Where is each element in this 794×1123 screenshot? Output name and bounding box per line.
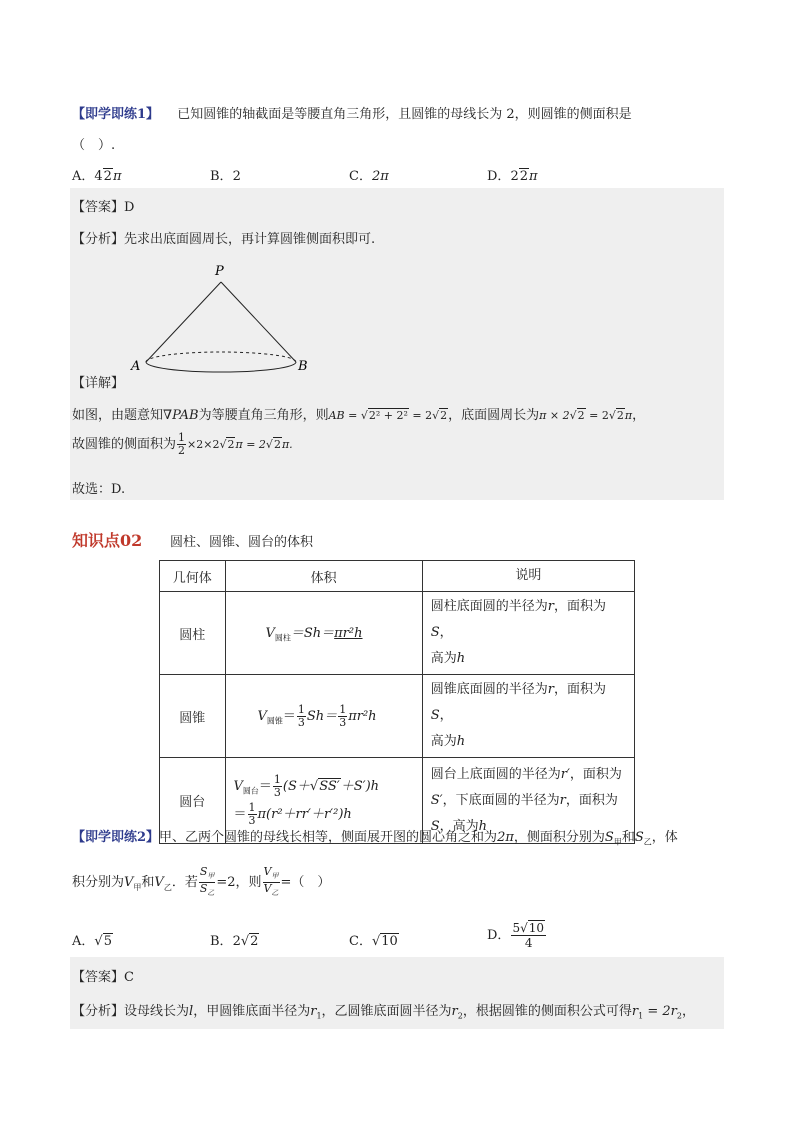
text: ，: [439, 625, 453, 640]
option-value: 2π: [371, 169, 389, 184]
knowledge-title: 知识点02: [72, 531, 143, 550]
numerator: 5√10: [512, 921, 545, 935]
answer-value: C: [124, 970, 134, 985]
cone-base-front: [146, 362, 296, 372]
radical: 2: [577, 409, 585, 422]
text: ，面积为: [569, 766, 622, 782]
math: ＝: [282, 708, 296, 724]
q1-paren: （ ）.: [72, 138, 116, 153]
subscript: 乙: [643, 837, 652, 847]
radical: SS′: [319, 778, 340, 794]
point-b-label: B: [298, 359, 308, 374]
text: 为等腰直角三角形，则: [198, 408, 329, 423]
text: =2，则: [216, 875, 262, 891]
text: ，体: [651, 830, 678, 845]
option-value: 4: [94, 169, 103, 184]
option-label: B．: [210, 934, 233, 949]
option-label: A．: [72, 934, 95, 949]
numerator: 1: [297, 702, 305, 716]
table-header: 体积: [225, 561, 422, 592]
math: S: [634, 830, 644, 845]
row-desc: [422, 592, 634, 675]
option-radical: 2: [103, 169, 112, 184]
q1-stem: [72, 103, 632, 122]
text: ，: [439, 708, 453, 723]
math: V: [257, 708, 267, 724]
q1-text: 已知圆锥的轴截面是等腰直角三角形，且圆锥的母线长为: [177, 107, 503, 122]
q1-analysis: [72, 228, 375, 247]
answer-tag: 【答案】: [72, 200, 125, 215]
q2-analysis: 【分析】设母线长为l，甲圆锥底面半径为$r_1$，乙圆锥底面圆半径为$r_2$，根据圆锥的侧面积公式可得$r_1 = 2r_2$，: [72, 1004, 695, 1021]
text: 积分别为: [72, 875, 125, 891]
denominator: 3: [297, 715, 305, 729]
math: π(r²＋rr′＋r′²)h: [257, 807, 352, 823]
text: ，甲圆锥底面半径为: [193, 1004, 311, 1019]
q1-detail-tag: 【详解】: [72, 376, 125, 391]
subscript: 乙: [271, 889, 279, 898]
row-name: 圆锥: [160, 675, 226, 758]
q2-answer: [72, 966, 134, 985]
q1-option-d[interactable]: [487, 165, 538, 184]
q1-detail-line2: 故圆锥的侧面积为 $\frac{1}{2}$ ×2×2√2π = 2√2π.: [72, 431, 293, 457]
option-value-tail: π: [529, 169, 538, 184]
text: =（ ）: [280, 875, 331, 891]
option-value: 2: [232, 934, 241, 949]
math: πr²h: [348, 708, 377, 724]
math: S: [430, 708, 440, 723]
numerator: [199, 866, 216, 883]
text: 甲、乙两个圆锥的母线长相等，侧面展开图的圆心角之和为: [159, 830, 498, 845]
math: ×2×2: [187, 438, 220, 451]
table-header: 几何体: [160, 561, 226, 592]
numerator: 1: [273, 772, 281, 786]
denominator: 3: [339, 715, 347, 729]
text: 如图，由题意知: [72, 408, 164, 423]
math: π.: [281, 438, 293, 451]
text: ，根据圆锥的侧面积公式可得: [462, 1004, 632, 1019]
radical: 10: [528, 921, 545, 935]
radical: 2: [616, 409, 624, 422]
volume-table: [159, 560, 635, 844]
frustum-formula: $V_{圆台}=$ $\frac{1}{3}$ (S＋√SS′＋S′)h ＝ $\frac{1}{3}$ π(r²＋rr′＋r′²)h: [225, 758, 422, 844]
option-radical: 10: [381, 934, 398, 949]
text: 和: [621, 830, 635, 845]
subscript: 乙: [207, 889, 215, 898]
math: Sh＝: [306, 708, 338, 724]
q1-option-c[interactable]: [349, 165, 389, 184]
analysis-text: 先求出底面圆周长，再计算圆锥侧面积即可.: [124, 232, 376, 247]
cone-edge-left: [146, 282, 221, 362]
text: 设母线长为: [124, 1004, 190, 1019]
math: ＋S′)h: [340, 778, 380, 794]
table-row: [160, 592, 635, 675]
subscript: 圆柱: [274, 633, 291, 643]
option-label: D．: [487, 169, 511, 184]
math: r′: [560, 766, 570, 782]
q1-detail-line1: 如图，由题意知∇PAB为等腰直角三角形，则AB = √2² + 2² = 2√2，底面圆周长为π × 2√2 = 2√2π，: [72, 408, 646, 423]
option-value: 2: [510, 169, 519, 184]
fraction: [263, 866, 280, 899]
option-value-tail: π: [112, 169, 122, 184]
math: AB =: [328, 409, 361, 422]
denominator: [199, 883, 216, 899]
math: r: [547, 599, 554, 614]
math: 5: [512, 921, 521, 935]
q1-text-end: ，则圆锥的侧面积是: [514, 107, 632, 122]
text: 和: [141, 875, 155, 891]
radical: 2: [227, 438, 235, 451]
cone-edge-right: [221, 282, 296, 362]
row-name: 圆柱: [160, 592, 226, 675]
math: S: [430, 625, 440, 640]
numerator: 1: [178, 431, 186, 444]
math: (S＋: [282, 778, 310, 794]
cone-formula: [225, 675, 422, 758]
option-label: B．: [210, 169, 233, 184]
analysis-tag: 【分析】: [72, 232, 125, 247]
text: ，高为: [439, 818, 479, 834]
math: V: [124, 875, 134, 891]
text: ，面积为: [553, 682, 606, 697]
numerator: 1: [339, 702, 347, 716]
text: ，: [681, 1004, 695, 1019]
numerator: 1: [248, 801, 256, 815]
math: h: [456, 734, 466, 749]
math: V: [265, 626, 275, 642]
math: ＝: [258, 778, 272, 794]
q1-text-num: 2: [506, 107, 515, 122]
option-radical: 2: [250, 934, 259, 949]
math: V: [154, 875, 164, 891]
math: π: [624, 409, 633, 422]
row-name: 圆台: [160, 758, 226, 844]
math: h: [456, 651, 466, 666]
answer-value: D: [124, 200, 135, 215]
math: r: [559, 792, 566, 808]
answer-tag: 【答案】: [72, 970, 125, 985]
q2-option-c[interactable]: C．√10: [349, 934, 398, 949]
math: r: [451, 1004, 458, 1019]
fraction: [177, 432, 186, 457]
math: r: [631, 1004, 639, 1019]
math: h: [478, 818, 488, 834]
knowledge-subtitle: 圆柱、圆锥、圆台的体积: [170, 535, 314, 550]
option-radical: 2: [519, 169, 528, 184]
apex-label: P: [215, 264, 224, 279]
q2-option-d[interactable]: [487, 921, 547, 950]
option-label: C．: [349, 934, 372, 949]
text: ，侧面积分别为: [513, 830, 605, 845]
denominator: 4: [524, 936, 533, 950]
text: 故圆锥的侧面积为: [72, 437, 177, 452]
fraction: [297, 704, 306, 729]
math: = 2: [585, 409, 609, 422]
point-a-label: A: [131, 359, 141, 374]
denominator: [263, 883, 280, 899]
math: S: [604, 830, 614, 845]
table-header: 说明: [422, 561, 634, 592]
option-value: 2: [232, 169, 241, 184]
math: 2π: [497, 830, 514, 845]
math: V: [263, 882, 272, 896]
denominator: 3: [248, 814, 256, 828]
q1-conclusion: 故选：D.: [72, 482, 126, 497]
text: ．若: [171, 875, 198, 891]
math: r: [547, 682, 554, 697]
cone-figure: [126, 258, 316, 378]
math: = 2r: [643, 1004, 677, 1019]
math: ＝: [233, 807, 247, 823]
q1-option-b[interactable]: [210, 165, 241, 184]
math: = 2: [408, 409, 433, 422]
subscript: 甲: [133, 882, 142, 892]
subscript: 乙: [163, 882, 172, 892]
denominator: 2: [178, 444, 186, 457]
numerator: [263, 866, 280, 883]
text: 高为: [430, 734, 457, 749]
math: S′: [430, 792, 443, 808]
math: πr²h: [334, 626, 363, 642]
analysis-tag: 【分析】: [72, 1004, 125, 1019]
text: ，下底面圆的半径为: [442, 792, 560, 808]
fraction: [273, 774, 282, 799]
row-desc: [422, 675, 634, 758]
option-label: C．: [349, 169, 372, 184]
math: ∇PAB: [163, 408, 199, 423]
text: 圆柱底面圆的半径为: [430, 599, 548, 614]
radical: 2² + 2²: [368, 409, 408, 422]
text: ，乙圆锥底面圆半径为: [321, 1004, 452, 1019]
subscript: 圆台: [242, 786, 259, 796]
fraction: [199, 866, 216, 899]
table-header-row: [160, 561, 635, 592]
q1-tag: 【即学即练1】: [72, 107, 160, 122]
math: l: [189, 1004, 194, 1019]
q2-stem-line2: [72, 866, 330, 899]
q2-option-a[interactable]: A．√5: [72, 934, 112, 949]
radical: 2: [273, 438, 281, 451]
text: 圆锥底面圆的半径为: [430, 682, 548, 697]
math: π × 2: [539, 409, 570, 422]
denominator: 3: [273, 785, 281, 799]
fraction: [248, 802, 257, 827]
q2-tag: 【即学即练2】: [72, 830, 160, 845]
math: π = 2: [235, 438, 266, 451]
math: ＝Sh＝: [290, 626, 335, 642]
radical: 2: [440, 409, 448, 422]
math: S: [199, 865, 208, 878]
subscript: 甲: [207, 872, 215, 881]
q1-answer: [72, 196, 134, 215]
text: 高为: [430, 651, 457, 666]
subscript: 圆锥: [266, 716, 283, 726]
q2-option-b[interactable]: B．2√2: [210, 934, 259, 949]
fraction: [511, 921, 546, 950]
text: ，面积为: [553, 599, 606, 614]
math: S: [430, 818, 440, 834]
math: S: [199, 882, 208, 896]
cylinder-formula: [225, 592, 422, 675]
subscript: 甲: [613, 837, 622, 847]
option-radical: 5: [103, 934, 112, 949]
math: V: [263, 865, 272, 878]
q2-stem-line1: [72, 826, 678, 848]
option-label: A．: [72, 169, 95, 184]
math: r: [310, 1004, 317, 1019]
subscript: 甲: [271, 872, 279, 881]
math: V: [233, 778, 243, 794]
fraction: [338, 704, 347, 729]
table-row: [160, 675, 635, 758]
text: 圆台上底面圆的半径为: [430, 766, 561, 782]
q1-option-a[interactable]: [72, 165, 122, 184]
text: ，: [632, 408, 646, 423]
text: ，面积为: [565, 792, 618, 808]
option-label: D．: [487, 928, 511, 943]
text: ，底面圆周长为: [448, 408, 540, 423]
cone-base-back: [146, 352, 296, 362]
